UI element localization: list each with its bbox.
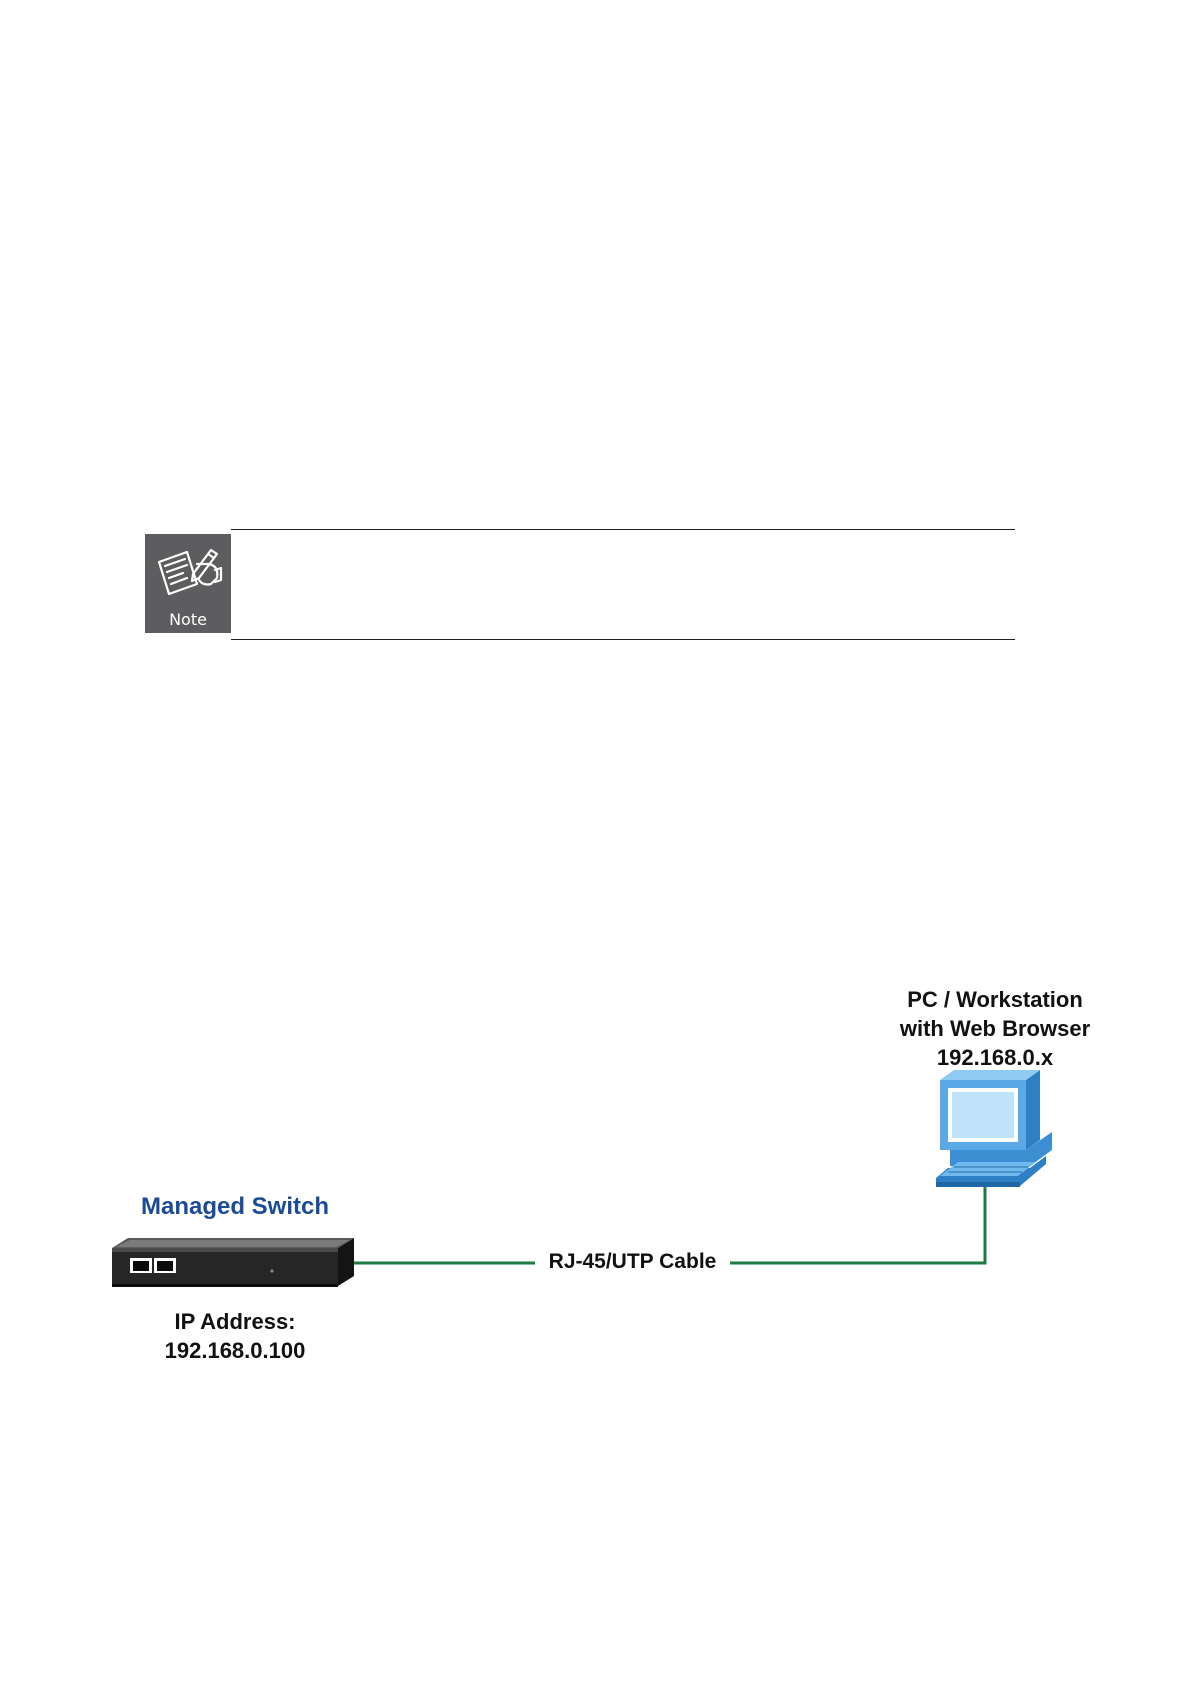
switch-title: Managed Switch	[140, 1193, 330, 1220]
pc-label	[880, 985, 1110, 1072]
pc-label-line1: PC / Workstation	[907, 987, 1083, 1012]
note-icon-label: Note	[169, 610, 207, 629]
pc-ip-address: 192.168.0.x	[936, 1045, 1054, 1070]
cable-label: RJ-45/UTP Cable	[535, 1250, 730, 1274]
switch-ip-caption: IP Address:	[174, 1309, 296, 1334]
switch-device-icon	[112, 1238, 354, 1287]
computer-icon	[936, 1070, 1052, 1187]
pc-label-line2: with Web Browser	[899, 1016, 1091, 1041]
switch-ip-label	[120, 1307, 350, 1365]
switch-ip-address: 192.168.0.100	[164, 1338, 306, 1363]
